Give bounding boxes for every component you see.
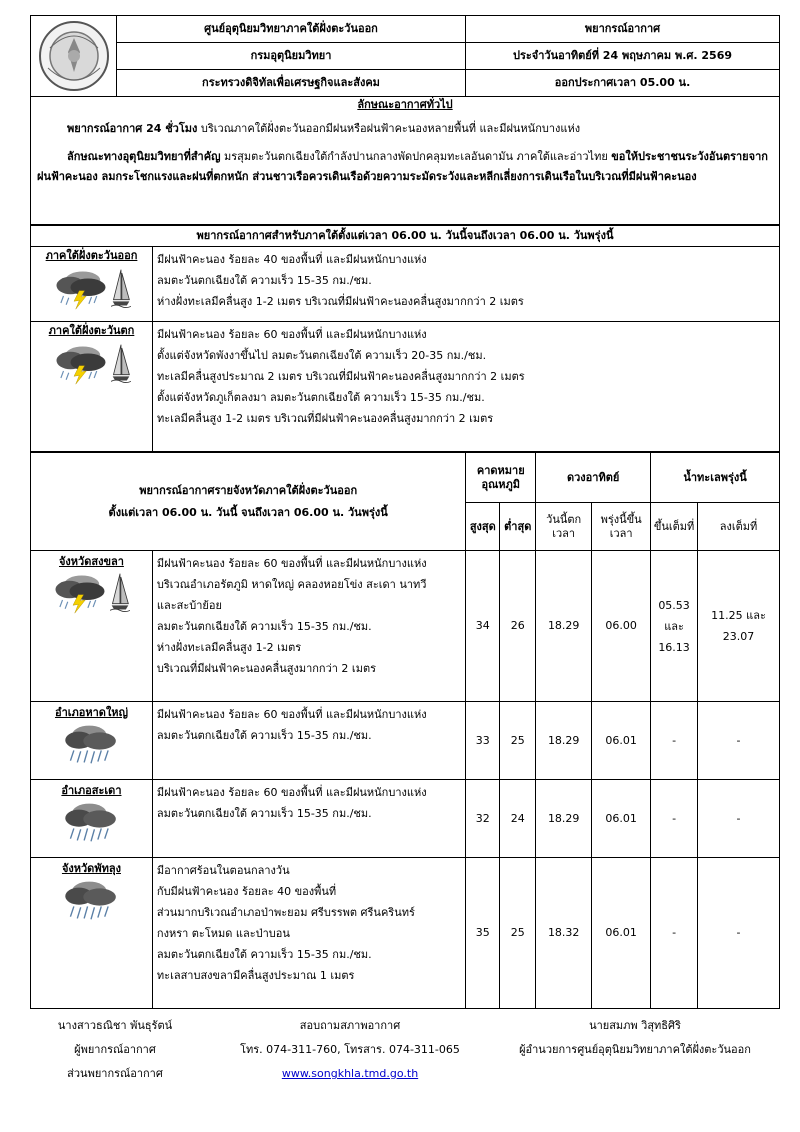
contact-phone: โทร. 074-311-760, โทรสาร. 074-311-065: [240, 1043, 460, 1056]
meteorology-text: มรสุมตะวันตกเฉียงใต้กำลังปานกลางพัดปกคลุมทะเลอันดามัน ภาคใต้และอ่าวไทย: [220, 150, 612, 164]
table-row: [31, 780, 780, 858]
heavy-rain-icon: [63, 879, 119, 927]
sunrise-header: พรุ่งนี้ขึ้นเวลา: [592, 503, 651, 551]
provincial-title: [31, 453, 466, 551]
max-temp: 33: [466, 702, 500, 780]
general-forecast-paragraph: [37, 119, 773, 139]
heavy-rain-icon: [63, 801, 119, 849]
min-temp: 25: [500, 702, 536, 780]
sunset-time: 18.32: [536, 858, 592, 1009]
high-tide-header: ขึ้นเต็มที่: [651, 503, 698, 551]
forecast-line: ลมตะวันตกเฉียงใต้ ความเร็ว 15-35 กม./ชม.: [156, 620, 372, 633]
forecast-line: มีฝนฟ้าคะนอง ร้อยละ 60 ของพื้นที่ และมีฝนหนักบางแห่ง: [156, 708, 427, 721]
forecast-line: ห่างฝั่งทะเลมีคลื่นสูง 1-2 เมตร: [156, 641, 302, 654]
high-tide: -: [651, 858, 698, 1009]
province-forecast: [152, 858, 465, 1009]
forecast-line: ส่วนมากบริเวณอำเภอป่าพะยอม ศรีบรรพต ศรีนครินทร์: [156, 906, 415, 919]
max-temp: 32: [466, 780, 500, 858]
regional-title: พยากรณ์อากาศสำหรับภาคใต้ตั้งแต่เวลา 06.00 น. วันนี้จนถึงเวลา 06.00 น. วันพรุ่งนี้: [31, 226, 780, 247]
general-weather-section: [30, 94, 780, 225]
region-east-name: ภาคใต้ฝั่งตะวันออก: [45, 249, 138, 262]
general-forecast-text: บริเวณภาคใต้ฝั่งตะวันออกมีฝนหรือฝนฟ้าคะนองหลายพื้นที่ และมีฝนหนักบางแห่ง: [197, 122, 581, 136]
forecast-line: บริเวณอำเภอรัตภูมิ หาดใหญ่ คลองหอยโข่ง สะเดา นาทวี: [156, 578, 427, 591]
forecast-line: บริเวณที่มีฝนฟ้าคะนองคลื่นสูงมากกว่า 2 เมตร: [156, 662, 376, 675]
max-temp-header: สูงสุด: [466, 503, 500, 551]
footer: [30, 1014, 780, 1084]
forecast-line: และสะบ้าย้อย: [156, 599, 222, 612]
low-tide: -: [698, 858, 780, 1009]
forecast-line: มีอากาศร้อนในตอนกลางวัน: [156, 864, 290, 877]
temperature-header: คาดหมายอุณหภูมิ: [466, 453, 536, 503]
org-line-1: ศูนย์อุตุนิยมวิทยาภาคใต้ฝั่งตะวันออก: [117, 16, 466, 43]
region-west-line: ทะเลมีคลื่นสูงประมาณ 2 เมตร บริเวณที่มีฝนฟ้าคะนองคลื่นสูงมากกว่า 2 เมตร: [157, 370, 525, 383]
province-name: จังหวัดสงขลา: [58, 555, 124, 568]
sunrise-time: 06.01: [592, 702, 651, 780]
forecast-line: มีฝนฟ้าคะนอง ร้อยละ 60 ของพื้นที่ และมีฝนหนักบางแห่ง: [156, 786, 427, 799]
forecaster-unit: ส่วนพยากรณ์อากาศ: [67, 1067, 163, 1080]
meteorology-paragraph: [37, 147, 773, 187]
forecast-date: ประจำวันอาทิตย์ที่ 24 พฤษภาคม พ.ศ. 2569: [466, 43, 780, 70]
sunset-time: 18.29: [536, 551, 592, 702]
region-east-line: ลมตะวันตกเฉียงใต้ ความเร็ว 15-35 กม./ชม.: [157, 274, 372, 287]
website-link[interactable]: www.songkhla.tmd.go.th: [281, 1067, 419, 1080]
contact-title: สอบถามสภาพอากาศ: [299, 1019, 401, 1032]
forecast-line: ลมตะวันตกเฉียงใต้ ความเร็ว 15-35 กม./ชม.: [156, 807, 372, 820]
table-row: [31, 858, 780, 1009]
province-name: จังหวัดพัทลุง: [61, 862, 121, 875]
contact-block: [215, 1014, 485, 1086]
thunderstorm-icon: [53, 343, 109, 385]
region-east-line: มีฝนฟ้าคะนอง ร้อยละ 40 ของพื้นที่ และมีฝนหนักบางแห่ง: [157, 253, 427, 266]
forecast-line: มีฝนฟ้าคะนอง ร้อยละ 60 ของพื้นที่ และมีฝนหนักบางแห่ง: [156, 557, 427, 570]
sun-header: ดวงอาทิตย์: [536, 453, 651, 503]
sailboat-icon: [111, 343, 131, 383]
high-tide: -: [651, 702, 698, 780]
issue-time: ออกประกาศเวลา 05.00 น.: [466, 70, 780, 97]
region-west-cell: [31, 322, 153, 452]
sailboat-icon: [110, 572, 130, 612]
regional-forecast-table: [30, 225, 780, 452]
province-cell: [31, 702, 153, 780]
min-temp: 24: [500, 780, 536, 858]
region-west-line: ตั้งแต่จังหวัดภูเก็ตลงมา ลมตะวันตกเฉียงใต้ ความเร็ว 15-35 กม./ชม.: [157, 391, 485, 404]
low-tide-header: ลงเต็มที่: [698, 503, 780, 551]
provincial-title-line-1: พยากรณ์อากาศรายจังหวัดภาคใต้ฝั่งตะวันออก: [139, 483, 358, 497]
sunset-time: 18.29: [536, 702, 592, 780]
sunrise-time: 06.00: [592, 551, 651, 702]
general-forecast-label: พยากรณ์อากาศ 24 ชั่วโมง: [67, 122, 198, 136]
province-forecast: [152, 780, 465, 858]
region-west-text: [153, 322, 780, 452]
low-tide: 11.25 และ 23.07: [698, 551, 780, 702]
region-east-line: ห่างฝั่งทะเลมีคลื่นสูง 1-2 เมตร บริเวณที่มีฝนฟ้าคะนองคลื่นสูงมากกว่า 2 เมตร: [157, 295, 524, 308]
general-title: ลักษณะอากาศทั่วไป: [357, 98, 453, 111]
forecast-line: กงหรา ตะโหมด และป่าบอน: [156, 927, 290, 940]
director-name: นายสมภพ วิสุทธิศิริ: [589, 1019, 681, 1032]
low-tide: -: [698, 702, 780, 780]
thunderstorm-icon: [52, 572, 108, 614]
forecast-line: กับมีฝนฟ้าคะนอง ร้อยละ 40 ของพื้นที่: [156, 885, 337, 898]
province-cell: [31, 551, 153, 702]
sunset-time: 18.29: [536, 780, 592, 858]
province-forecast: [152, 551, 465, 702]
director-block: [490, 1014, 780, 1062]
region-west-name: ภาคใต้ฝั่งตะวันตก: [48, 324, 135, 337]
province-forecast: [152, 702, 465, 780]
meteorology-label: ลักษณะทางอุตุนิยมวิทยาที่สำคัญ: [67, 150, 221, 164]
province-cell: [31, 858, 153, 1009]
sunrise-time: 06.01: [592, 858, 651, 1009]
logo-cell: [31, 16, 117, 97]
province-cell: [31, 780, 153, 858]
thunderstorm-icon: [53, 268, 109, 310]
sunset-header: วันนี้ตกเวลา: [536, 503, 592, 551]
forecaster-role: ผู้พยากรณ์อากาศ: [74, 1043, 156, 1056]
forecast-line: ลมตะวันตกเฉียงใต้ ความเร็ว 15-35 กม./ชม.: [156, 729, 372, 742]
min-temp: 26: [500, 551, 536, 702]
province-name: อำเภอสะเดา: [61, 784, 122, 797]
region-west-line: มีฝนฟ้าคะนอง ร้อยละ 60 ของพื้นที่ และมีฝนหนักบางแห่ง: [157, 328, 427, 341]
region-east-cell: [31, 247, 153, 322]
high-tide: -: [651, 780, 698, 858]
forecast-line: ลมตะวันตกเฉียงใต้ ความเร็ว 15-35 กม./ชม.: [156, 948, 372, 961]
region-west-line: ตั้งแต่จังหวัดพังงาขึ้นไป ลมตะวันตกเฉียงใต้ ความเร็ว 20-35 กม./ชม.: [157, 349, 487, 362]
org-line-2: กรมอุตุนิยมวิทยา: [117, 43, 466, 70]
department-seal-icon: [32, 18, 116, 95]
provincial-forecast-table: [30, 452, 780, 1009]
forecaster-block: [30, 1014, 200, 1086]
tide-header: น้ำทะเลพรุ่งนี้: [651, 453, 780, 503]
min-temp-header: ต่ำสุด: [500, 503, 536, 551]
forecast-line: ทะเลสาบสงขลามีคลื่นสูงประมาณ 1 เมตร: [156, 969, 355, 982]
provincial-title-line-2: ตั้งแต่เวลา 06.00 น. วันนี้ จนถึงเวลา 06.00 น. วันพรุ่งนี้: [108, 505, 388, 519]
max-temp: 34: [466, 551, 500, 702]
max-temp: 35: [466, 858, 500, 1009]
high-tide: 05.53 และ 16.13: [651, 551, 698, 702]
min-temp: 25: [500, 858, 536, 1009]
director-role: ผู้อำนวยการศูนย์อุตุนิยมวิทยาภาคใต้ฝั่งตะวันออก: [519, 1043, 751, 1056]
sailboat-icon: [111, 268, 131, 308]
table-row: [31, 551, 780, 702]
region-west-line: ทะเลมีคลื่นสูง 1-2 เมตร บริเวณที่มีฝนฟ้าคะนองคลื่นสูงมากกว่า 2 เมตร: [157, 412, 494, 425]
warning-text: ขอให้ประชาชนระวังอันตรายจากฝนฟ้าคะนอง ลมกระโชกแรงและฝนที่ตกหนัก ส่วนชาวเรือควรเดินเรือด้วยความระมัดระวังและหลีกเลี่ยงการเดินเรือในบริเวณที่มีฝนฟ้าคะนอง: [37, 150, 768, 184]
low-tide: -: [698, 780, 780, 858]
forecast-title: พยากรณ์อากาศ: [466, 16, 780, 43]
org-line-3: กระทรวงดิจิทัลเพื่อเศรษฐกิจและสังคม: [117, 70, 466, 97]
province-name: อำเภอหาดใหญ่: [54, 706, 128, 719]
sunrise-time: 06.01: [592, 780, 651, 858]
forecaster-name: นางสาวธณิชา พันธุรัตน์: [57, 1019, 173, 1032]
table-row: [31, 702, 780, 780]
region-east-text: [153, 247, 780, 322]
header-table: [30, 15, 780, 97]
heavy-rain-icon: [63, 723, 119, 771]
